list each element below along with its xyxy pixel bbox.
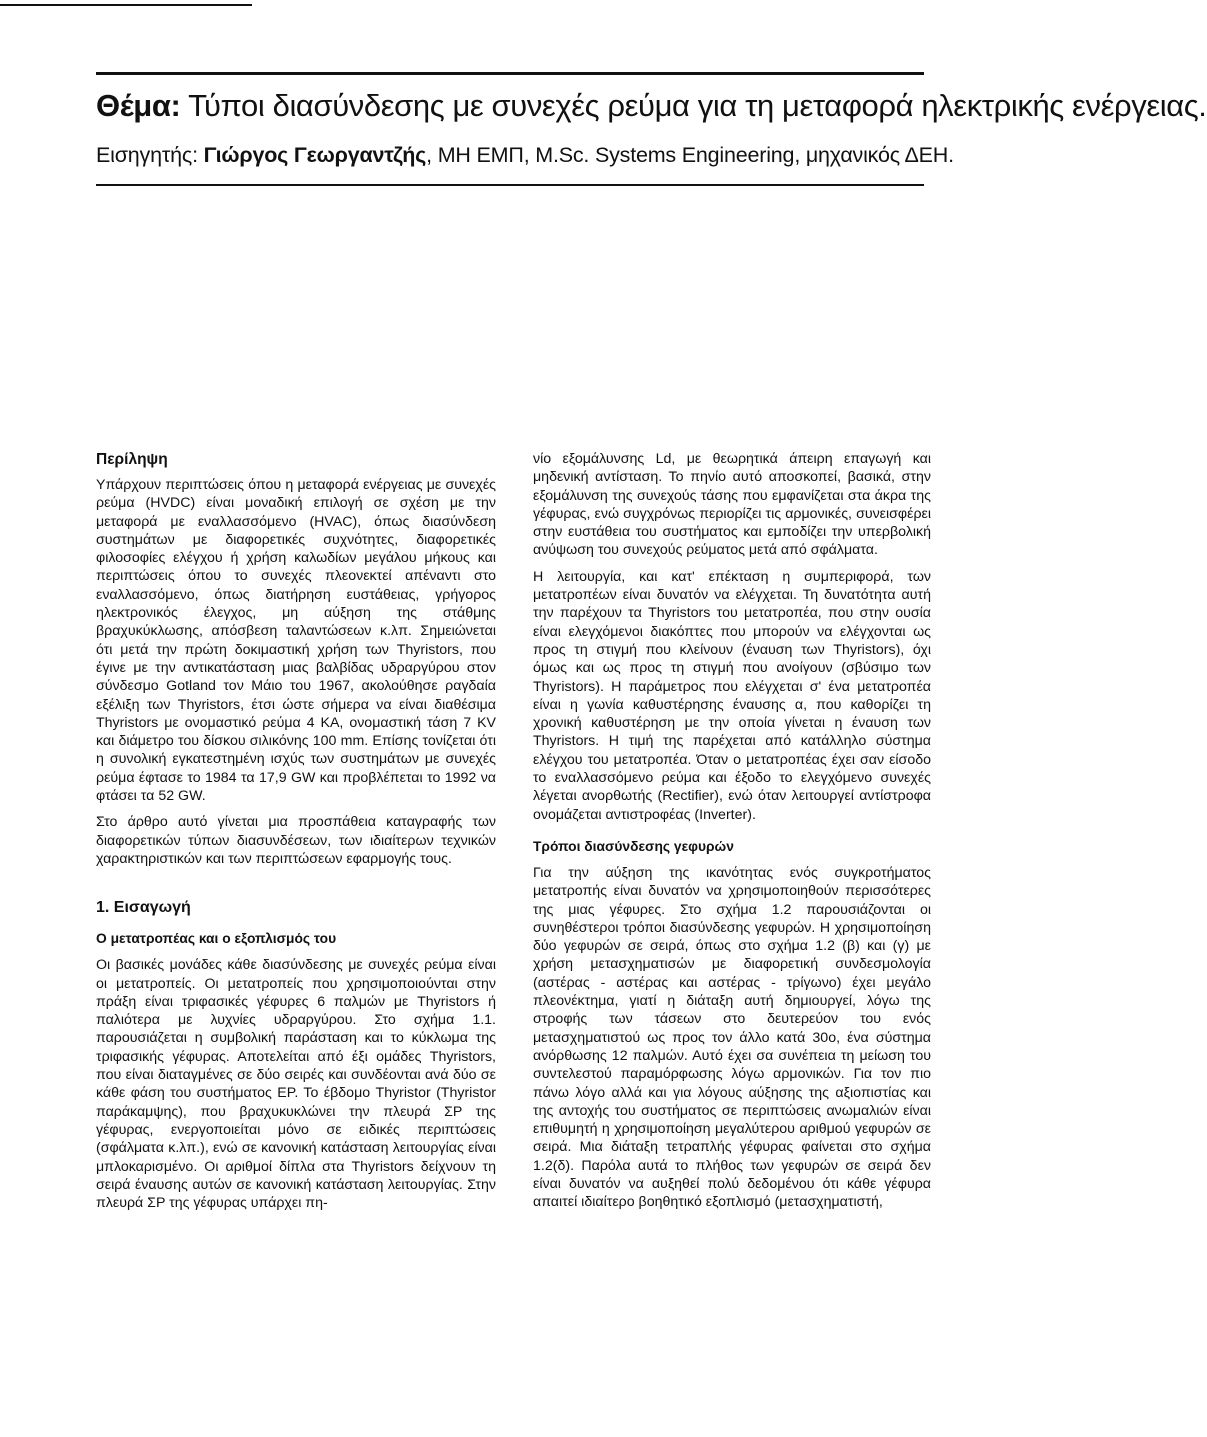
subsection-heading-bridges: Τρόποι διασύνδεσης γεφυρών [533, 838, 734, 854]
right-column [533, 450, 931, 1220]
introduction-paragraph: Οι βασικές μονάδες κάθε διασύνδεσης με συνεχές ρεύμα είναι οι μετατροπείς. Οι μετατροπείς που χρησιμοποιούνται στην πράξη είναι τριφασικές γέφυρες 6 παλμών με Thyristors ή παλιότερα με λυχνίες υδραργύρου. Στο σχήμα 1.1. παρουσιάζεται η συμβολική παράσταση και το κύκλωμα της τριφασικής γέφυρας. Αποτελείται από έξι ομάδες Thyristors, που είναι διαταγμένες σε δύο σειρές και συνδέονται ανά δύο σε κάθε φάση του συστήματος ΕΡ. Το έβδομο Thyristor (Thyristor παράκαμψης), που βραχυκυκλώνει την πλευρά ΣΡ της γέφυρας, ενεργοποιείται μόνο σε ειδικές περιπτώσεις (σφάλματα κ.λπ.), ενώ σε κανονική κατάσταση λειτουργίας είναι μπλοκαρισμένο. Οι αριθμοί δίπλα στα Thyristors δείχνουν τη σειρά έναυσης αυτών σε κανονική κατάσταση λειτουργίας. Στην πλευρά ΣΡ της γέφυρας υπάρχει πη- [96, 957, 496, 1212]
author-name: Γιώργος Γεωργαντζής [203, 143, 427, 167]
abstract-heading: Περίληψη [96, 451, 168, 468]
abstract-paragraph-1: Υπάρχουν περιπτώσεις όπου η μεταφορά ενέργειας με συνεχές ρεύμα (HVDC) είναι μοναδική επιλογή σε σχέση με την μεταφορά με εναλλασσόμενο (HVAC), όπως διασύνδεση συστημάτων με διαφορετικές συχνότητες, διαφορετικές φιλοσοφίες ελέγχου ή χρήση καλωδίων μεγάλου μήκους και περιπτώσεις όπου το συνεχές πλεονεκτεί απέναντι στο εναλλασσόμενο, όπως διατήρηση ευστάθειας, γρήγορος ηλεκτρονικός έλεγχος, μη αύξηση της στάθμης βραχυκύκλωσης, απόσβεση ταλαντώσεων κ.λπ. Σημειώνεται ότι μετά την πρώτη δοκιμαστική χρήση των Thyristors, που έγινε με την αντικατάσταση μιας βαλβίδας υδραργύρου στον σύνδεσμο Gotland τον Μάιο του 1967, ακολούθησε ραγδαία εξέλιξη των Thyristors, έτσι ώστε σήμερα να είναι διαθέσιμα Thyristors με ονομαστικό ρεύμα 4 KA, ονομαστική τάση 7 KV και διάμετρο του δίσκου σιλικόνης 100 mm. Επίσης τονίζεται ότι η συνολική εγκατεστημένη ισχύς των συστημάτων με συνεχές ρεύμα έφτασε το 1984 τα 17,9 GW και προβλέπεται το 1992 να φτάσει τα 52 GW. [96, 477, 496, 805]
header-top-rule [96, 72, 924, 75]
left-column [96, 450, 496, 1220]
author-label: Εισηγητής: [96, 143, 204, 167]
right-paragraph-1: νίο εξομάλυνσης Ld, με θεωρητικά άπειρη επαγωγή και μηδενική αντίσταση. Το πηνίο αυτό αποσκοπεί, βασικά, στην εξομάλυνση της συνεχούς τάσης που εμφανίζεται στα άκρα της γέφυρας, ενώ συγχρόνως περιορίζει τις αρμονικές, συνεισφέρει στην ευστάθεια του συστήματος και εμποδίζει την υπερβολική ανύψωση του συνεχούς ρεύματος μετά από σφάλματα. [533, 451, 931, 559]
article-author [96, 142, 956, 168]
abstract-paragraph-2: Στο άρθρο αυτό γίνεται μια προσπάθεια καταγραφής των διαφορετικών τύπων διασυνδέσεων, των ιδιαίτερων τεχνικών χαρακτηριστικών και των περιπτώσεων εφαρμογής τους. [96, 814, 496, 867]
title-label: Θέμα: [96, 88, 181, 123]
right-paragraph-3: Για την αύξηση της ικανότητας ενός συγκροτήματος μετατροπής είναι δυνατόν να χρησιμοποιηθούν περισσότερες της μιας γέφυρες. Στο σχήμα 1.2 παρουσιάζονται οι συνηθέστεροι τρόποι διασύνδεσης γεφυρών. Η χρησιμοποίηση δύο γεφυρών σε σειρά, όπως στο σχήμα 1.2 (β) και (γ) με χρήση μετασχηματισών με διαφορετική συνδεσμολογία (αστέρας - αστέρας και αστέρας - τρίγωνο) έχει μεγάλο πλεονέκτημα, γιατί η διάταξη αυτή δημιουργεί, λόγω της στροφής των τάσεων στο δευτερεύον του ενός μετασχηματιστού ως προς τον άλλο κατά 30ο, ένα σύστημα ανόρθωσης 12 παλμών. Αυτό έχει σα συνέπεια τη μείωση του συντελεστού παραμόρφωσης λόγω αρμονικών. Για τον πιο πάνω λόγο αλλά και για λόγους αύξησης της αξιοπιστίας και της αντοχής του συστήματος σε περιπτώσεις ανωμαλιών είναι επιθυμητή η χρησιμοποίηση μεγαλύτερου αριθμού γεφυρών σε σειρά. Μια διάταξη τετραπλής γέφυρας φαίνεται στο σχήμα 1.2(δ). Παρόλα αυτά το πλήθος των γεφυρών σε σειρά δεν είναι δυνατόν να αυξηθεί πολύ δεδομένου ότι κάθε γέφυρα απαιτεί ιδιαίτερο βοηθητικό εξοπλισμό (μετασχηματιστή, [533, 864, 931, 1211]
right-paragraph-2: Η λειτουργία, και κατ' επέκταση η συμπεριφορά, των μετατροπέων είναι δυνατόν να ελέγχεται. Τη δυνατότητα αυτή την παρέχουν τα Thyristors του μετατροπέα, που στην ουσία είναι ελεγχόμενοι διακόπτες που μπορούν να ελέγχονται ως προς τη στιγμή που κλείνουν (έναυση των Thyristors), όχι όμως και ως προς τη στιγμή που ανοίγουν (σβύσιμο των Thyristors). Η παράμετρος που ελέγχεται σ' ένα μετατροπέα είναι η γωνία καθυστέρησης έναυσης α, που καθορίζει τη χρονική καθυστέρηση με την οποία γίνεται η έναυση των Thyristors. Η τιμή της παρέχεται από κατάλληλο σύστημα ελέγχου του μετατροπέα. Όταν ο μετατροπέας έχει σαν είσοδο το εναλλασσόμενο ρεύμα και έξοδο το ελεγχόμενο συνεχές λέγεται ανορθωτής (Rectifier), ενώ όταν λειτουργεί αντίστροφα ονομάζεται αντιστροφέας (Inverter). [533, 568, 931, 823]
subsection-heading-converter: Ο μετατροπέας και ο εξοπλισμός του [96, 931, 337, 947]
article-title [96, 88, 1207, 124]
section-heading-introduction: 1. Εισαγωγή [96, 899, 191, 917]
top-edge-mark [0, 4, 252, 6]
author-credentials: , ΜΗ ΕΜΠ, M.Sc. Systems Engineering, μηχανικός ΔΕΗ. [426, 143, 954, 167]
header-bottom-rule [96, 184, 924, 186]
title-text: Τύποι διασύνδεσης με συνεχές ρεύμα για τη μεταφορά ηλεκτρικής ενέργειας. [180, 88, 1207, 123]
